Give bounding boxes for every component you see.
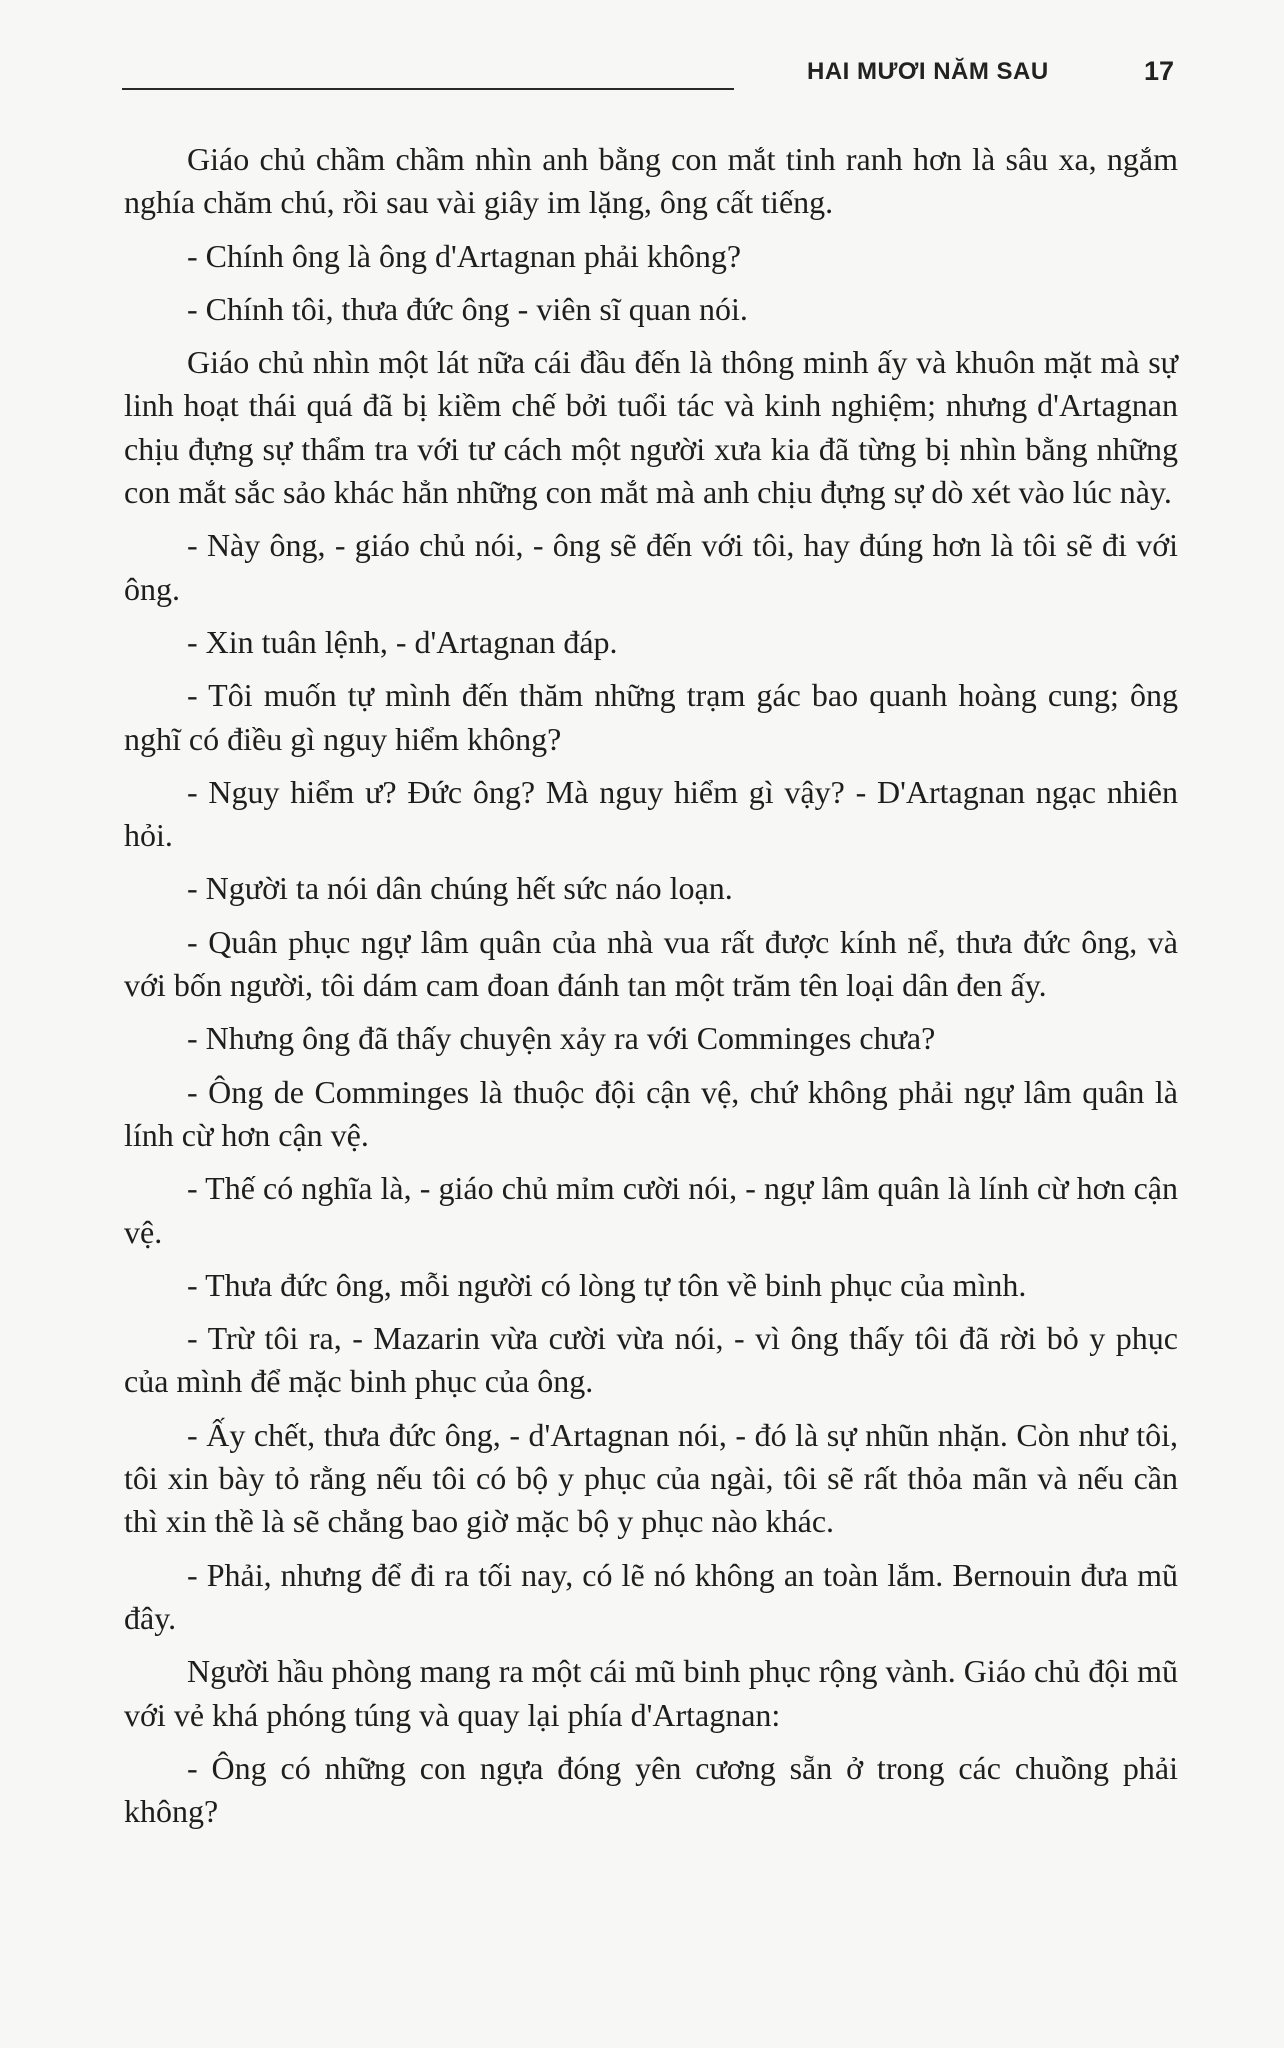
paragraph: - Xin tuân lệnh, - d'Artagnan đáp.	[187, 623, 618, 660]
page-number: 17	[1143, 56, 1174, 86]
paragraph: - Người ta nói dân chúng hết sức náo loạn.	[187, 870, 733, 907]
paragraph: - Thưa đức ông, mỗi người có lòng tự tôn về binh phục của mình.	[187, 1266, 1027, 1303]
paragraph: - Ấy chết, thưa đức ông, - d'Artagnan nói, - đó là sự nhũn nhặn. Còn như tôi, tôi xin bày tỏ rằng nếu tôi có bộ y phục của ngài, tôi sẽ rất thỏa mãn và nếu cần thì xin thề là sẽ chẳng bao giờ mặc bộ y phục nào khác.	[124, 1416, 1178, 1540]
paragraph: - Phải, nhưng để đi ra tối nay, có lẽ nó không an toàn lắm. Bernouin đưa mũ đây.	[124, 1556, 1178, 1636]
paragraph: Giáo chủ nhìn một lát nữa cái đầu đến là thông minh ấy và khuôn mặt mà sự linh hoạt thái quá đã bị kiềm chế bởi tuổi tác và kinh nghiệm; nhưng d'Artagnan chịu đựng sự thẩm tra với tư cách một người xưa kia đã từng bị nhìn bằng những con mắt sắc sảo khác hẳn những con mắt mà anh chịu đựng sự dò xét vào lúc này.	[124, 344, 1178, 511]
paragraph: - Tôi muốn tự mình đến thăm những trạm gác bao quanh hoàng cung; ông nghĩ có điều gì nguy hiểm không?	[124, 677, 1178, 757]
paragraph: - Thế có nghĩa là, - giáo chủ mỉm cười nói, - ngự lâm quân là lính cừ hơn cận vệ.	[124, 1170, 1178, 1250]
paragraph: - Ông de Comminges là thuộc đội cận vệ, chứ không phải ngự lâm quân là lính cừ hơn cận vệ.	[124, 1073, 1178, 1153]
paragraph: Giáo chủ chầm chầm nhìn anh bằng con mắt tinh ranh hơn là sâu xa, ngắm nghía chăm chú, rồi sau vài giây im lặng, ông cất tiếng.	[124, 141, 1178, 221]
paragraph: - Chính tôi, thưa đức ông - viên sĩ quan nói.	[187, 290, 748, 327]
paragraph: - Này ông, - giáo chủ nói, - ông sẽ đến với tôi, hay đúng hơn là tôi sẽ đi với ông.	[124, 527, 1178, 607]
running-title: HAI MƯƠI NĂM SAU	[807, 58, 1049, 85]
paragraph: - Ông có những con ngựa đóng yên cương sẵn ở trong các chuồng phải không?	[124, 1749, 1178, 1830]
paragraph: - Quân phục ngự lâm quân của nhà vua rất được kính nể, thưa đức ông, và với bốn người, tôi dám cam đoan đánh tan một trăm tên loại dân đen ấy.	[124, 923, 1178, 1004]
paragraph: - Trừ tôi ra, - Mazarin vừa cười vừa nói, - vì ông thấy tôi đã rời bỏ y phục của mình để mặc binh phục của ông.	[124, 1320, 1178, 1400]
page-header	[122, 50, 1174, 96]
paragraph: - Nguy hiểm ư? Đức ông? Mà nguy hiểm gì vậy? - D'Artagnan ngạc nhiên hỏi.	[124, 773, 1178, 854]
paragraph: - Chính ông là ông d'Artagnan phải không?	[187, 237, 742, 274]
paragraph: Người hầu phòng mang ra một cái mũ binh phục rộng vành. Giáo chủ đội mũ với vẻ khá phóng túng và quay lại phía d'Artagnan:	[124, 1653, 1178, 1733]
body-text	[124, 138, 1178, 1843]
paragraph: - Nhưng ông đã thấy chuyện xảy ra với Comminges chưa?	[187, 1020, 936, 1057]
header-rule	[122, 88, 734, 90]
